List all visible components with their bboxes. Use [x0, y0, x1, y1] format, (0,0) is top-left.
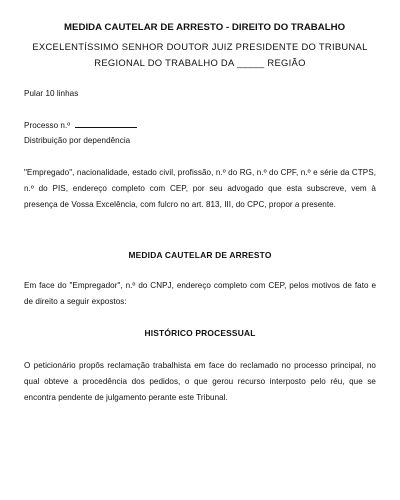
process-number-blank	[75, 119, 137, 128]
process-number-label: Processo n.º	[24, 121, 71, 130]
facts-paragraph: Em face do "Empregador", n.º do CNPJ, endereço completo com CEP, pelos motivos de fato e de direito a seguir expostos:	[24, 281, 376, 306]
skip-lines-note: Pular 10 linhas	[24, 89, 79, 98]
distribution-line: Distribuição por dependência	[24, 136, 131, 145]
history-title: HISTÓRICO PROCESSUAL	[144, 328, 256, 338]
addressee-line: EXCELENTÍSSIMO SENHOR DOUTOR JUIZ PRESIDENTE DO TRIBUNAL REGIONAL DO TRABALHO DA _____ REGIÃO	[32, 41, 368, 68]
history-paragraph: O peticionário propôs reclamação trabalhista em face do reclamado no processo principal, no qual obteve a procedência dos pedidos, o que gerou recurso interposto pelo réu, que se encontra pendente de julgamento perante este Tribunal.	[24, 361, 376, 402]
qualification-paragraph: "Empregado", nacionalidade, estado civil, profissão, n.º do RG, n.º do CPF, n.º e série da CTPS, n.º do PIS, endereço completo com CEP, por seu advogado que esta subscreve, vem à presença de Vossa Excelência, com fulcro no art. 813, III, do CPC, propor a presente.	[24, 168, 376, 209]
document-title: MEDIDA CAUTELAR DE ARRESTO - DIREITO DO TRABALHO	[64, 22, 346, 33]
process-number-line	[24, 118, 376, 134]
section-title: MEDIDA CAUTELAR DE ARRESTO	[128, 250, 272, 260]
